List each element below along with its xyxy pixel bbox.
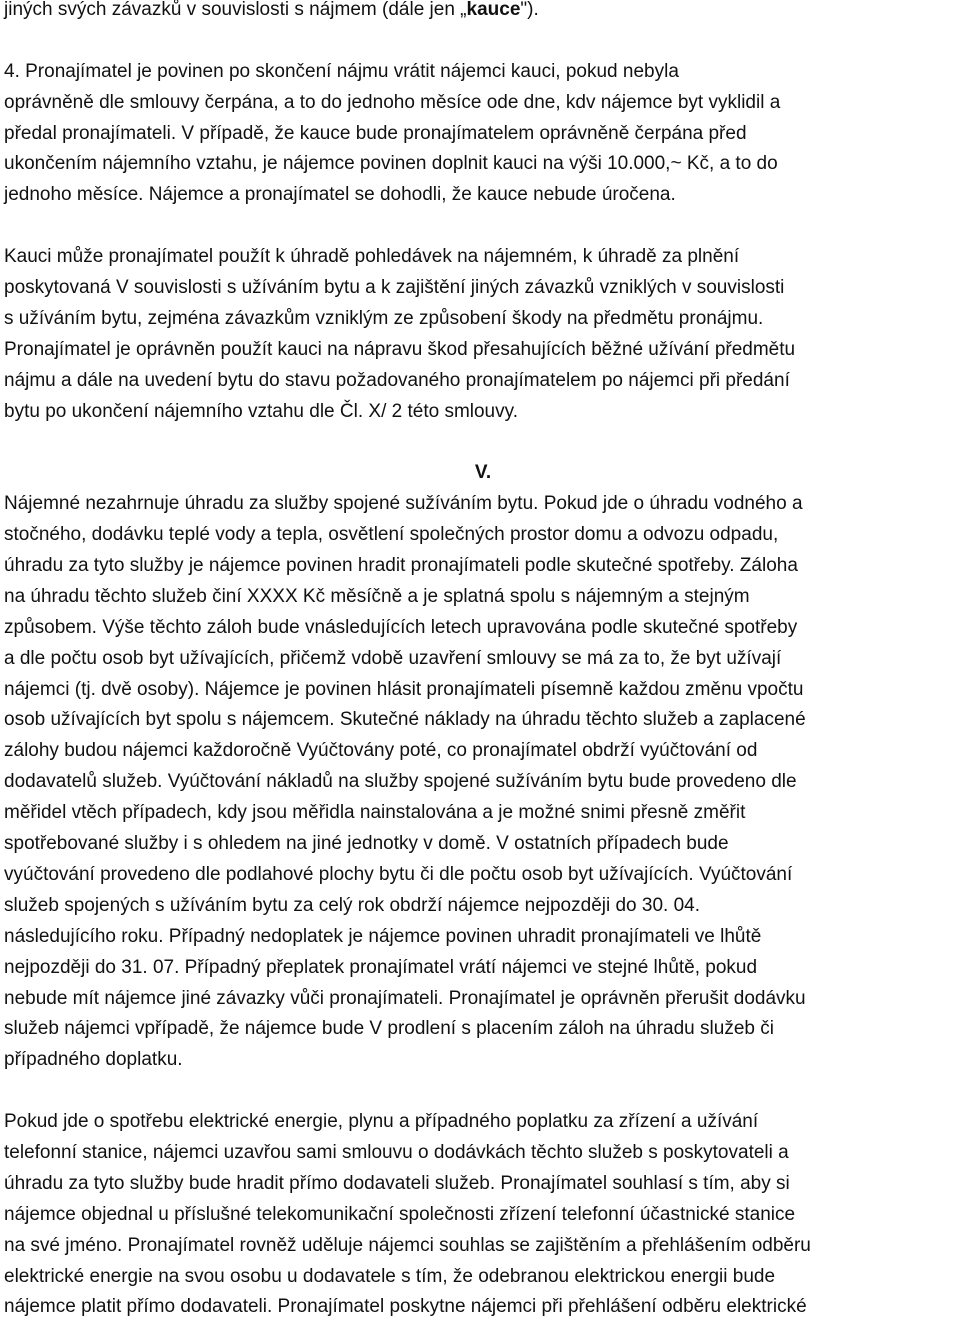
paragraph-line: Pokud jde o spotřebu elektrické energie, plynu a případného poplatku za zřízení a užívání (4, 1111, 759, 1133)
paragraph-line: služeb spojených s užíváním bytu za celý rok obdrží nájemce nejpozději do 30. 04. (4, 894, 700, 916)
paragraph-line: služeb nájemci vpřípadě, že nájemce bude V prodlení s placením záloh na úhradu služeb či (4, 1018, 774, 1040)
paragraph-line: ukončením nájemního vztahu, je nájemce povinen doplnit kauci na výši 10.000,~ Kč, a to do (4, 153, 778, 175)
paragraph-line: vyúčtování provedeno dle podlahové plochy bytu či dle počtu osob byt užívajících. Vyúčtování (4, 863, 793, 885)
intro-text-end: "). (520, 0, 539, 20)
paragraph-line: bytu po ukončení nájemního vztahu dle Čl. X/ 2 této smlouvy. (4, 400, 518, 422)
paragraph-line: následujícího roku. Případný nedoplatek je nájemce povinen uhradit pronajímateli ve lhůtě (4, 925, 762, 947)
paragraph-4 (4, 57, 954, 211)
document-page (4, 0, 954, 1323)
paragraph-line: způsobem. Výše těchto záloh bude vnásledujících letech upravována podle skutečné spotřeby (4, 616, 798, 638)
spacer (4, 1076, 954, 1107)
paragraph-line: stočného, dodávku teplé vody a tepla, osvětlení společných prostor domu a odvozu odpadu, (4, 524, 779, 546)
paragraph-line: oprávněně dle smlouvy čerpána, a to do jednoho měsíce ode dne, kdv nájemce byt vyklidil a (4, 91, 781, 113)
kauce-term: kauce (466, 0, 521, 20)
paragraph-line: s užíváním bytu, zejména závazkům vzniklým ze způsobení škody na předmětu pronájmu. (4, 307, 764, 329)
paragraph-line: nájmu a dále na uvedení bytu do stavu požadovaného pronajímatelem po nájemci při předání (4, 369, 790, 391)
paragraph-line: dodavatelů služeb. Vyúčtování nákladů na služby spojené sužíváním bytu bude provedeno dle (4, 771, 797, 793)
section-heading: V. (474, 462, 492, 484)
paragraph-line: Kauci může pronajímatel použít k úhradě pohledávek na nájemném, k úhradě za plnění (4, 246, 740, 268)
paragraph-line: nájemce objednal u příslušné telekomunikační společnosti zřízení telefonní účastnické stanice (4, 1203, 796, 1225)
paragraph-energy (4, 1107, 954, 1323)
paragraph-services (4, 489, 954, 1076)
paragraph-kauce (4, 242, 954, 427)
intro-line (4, 0, 954, 26)
paragraph-line: na své jméno. Pronajímatel rovněž uděluje nájemci souhlas se zajištěním a přehlášením odběru (4, 1234, 811, 1256)
paragraph-line: Nájemné nezahrnuje úhradu za služby spojené sužíváním bytu. Pokud jde o úhradu vodného a (4, 493, 803, 515)
paragraph-line: měřidel vtěch případech, kdy jsou měřidla nainstalována a je možné snimi přesně změřit (4, 802, 746, 824)
paragraph-line: elektrické energie na svou osobu u dodavatele s tím, že odebranou elektrickou energii bude (4, 1265, 776, 1287)
paragraph-line: spotřebované služby i s ohledem na jiné jednotky v domě. V ostatních případech bude (4, 833, 729, 855)
paragraph-line: a dle počtu osob byt užívajících, přičemž vdobě uzavření smlouvy se má za to, že byt užívají (4, 647, 782, 669)
paragraph-line: nejpozději do 31. 07. Případný přeplatek pronajímatel vrátí nájemci ve stejné lhůtě, pokud (4, 956, 758, 978)
paragraph-line: Pronajímatel je oprávněn použít kauci na nápravu škod přesahujících běžné užívání předmětu (4, 338, 796, 360)
paragraph-line: na úhradu těchto služeb činí XXXX Kč měsíčně a je splatná spolu s nájemným a stejným (4, 585, 750, 607)
paragraph-line: úhradu za tyto služby je nájemce povinen hradit pronajímateli podle skutečné spotřeby. Záloha (4, 555, 798, 577)
paragraph-line: osob užívajících byt spolu s nájemcem. Skutečné náklady na úhradu těchto služeb a zaplacené (4, 709, 806, 731)
paragraph-line: telefonní stanice, nájemci uzavřou sami smlouvu o dodávkách těchto služeb s poskytovateli a (4, 1141, 789, 1163)
spacer (4, 26, 954, 57)
intro-text: jiných svých závazků v souvislosti s nájmem (dále jen „ (4, 0, 467, 20)
paragraph-line: jednoho měsíce. Nájemce a pronajímatel se dohodli, že kauce nebude úročena. (4, 184, 676, 206)
paragraph-line: 4. Pronajímatel je povinen po skončení nájmu vrátit nájemci kauci, pokud nebyla (4, 60, 679, 82)
paragraph-line: nájemci (tj. dvě osoby). Nájemce je povinen hlásit pronajímateli písemně každou změnu vpočtu (4, 678, 804, 700)
spacer (4, 427, 954, 458)
paragraph-line: zálohy budou nájemci každoročně Vyúčtovány poté, co pronajímatel obdrží vyúčtování od (4, 740, 758, 762)
paragraph-line: nebude mít nájemce jiné závazky vůči pronajímateli. Pronajímatel je oprávněn přerušit dodávku (4, 987, 806, 1009)
paragraph-line: úhradu za tyto služby bude hradit přímo dodavateli služeb. Pronajímatel souhlasí s tím, aby si (4, 1172, 790, 1194)
paragraph-line: předal pronajímateli. V případě, že kauce bude pronajímatelem oprávněně čerpána před (4, 122, 747, 144)
paragraph-line: nájemce platit přímo dodavateli. Pronajímatel poskytne nájemci při přehlášení odběru elektrické (4, 1296, 807, 1318)
paragraph-line: případného doplatku. (4, 1049, 183, 1071)
paragraph-line: poskytovaná V souvislosti s užíváním bytu a k zajištění jiných závazků vzniklých v souvislosti (4, 277, 785, 299)
spacer (4, 211, 954, 242)
